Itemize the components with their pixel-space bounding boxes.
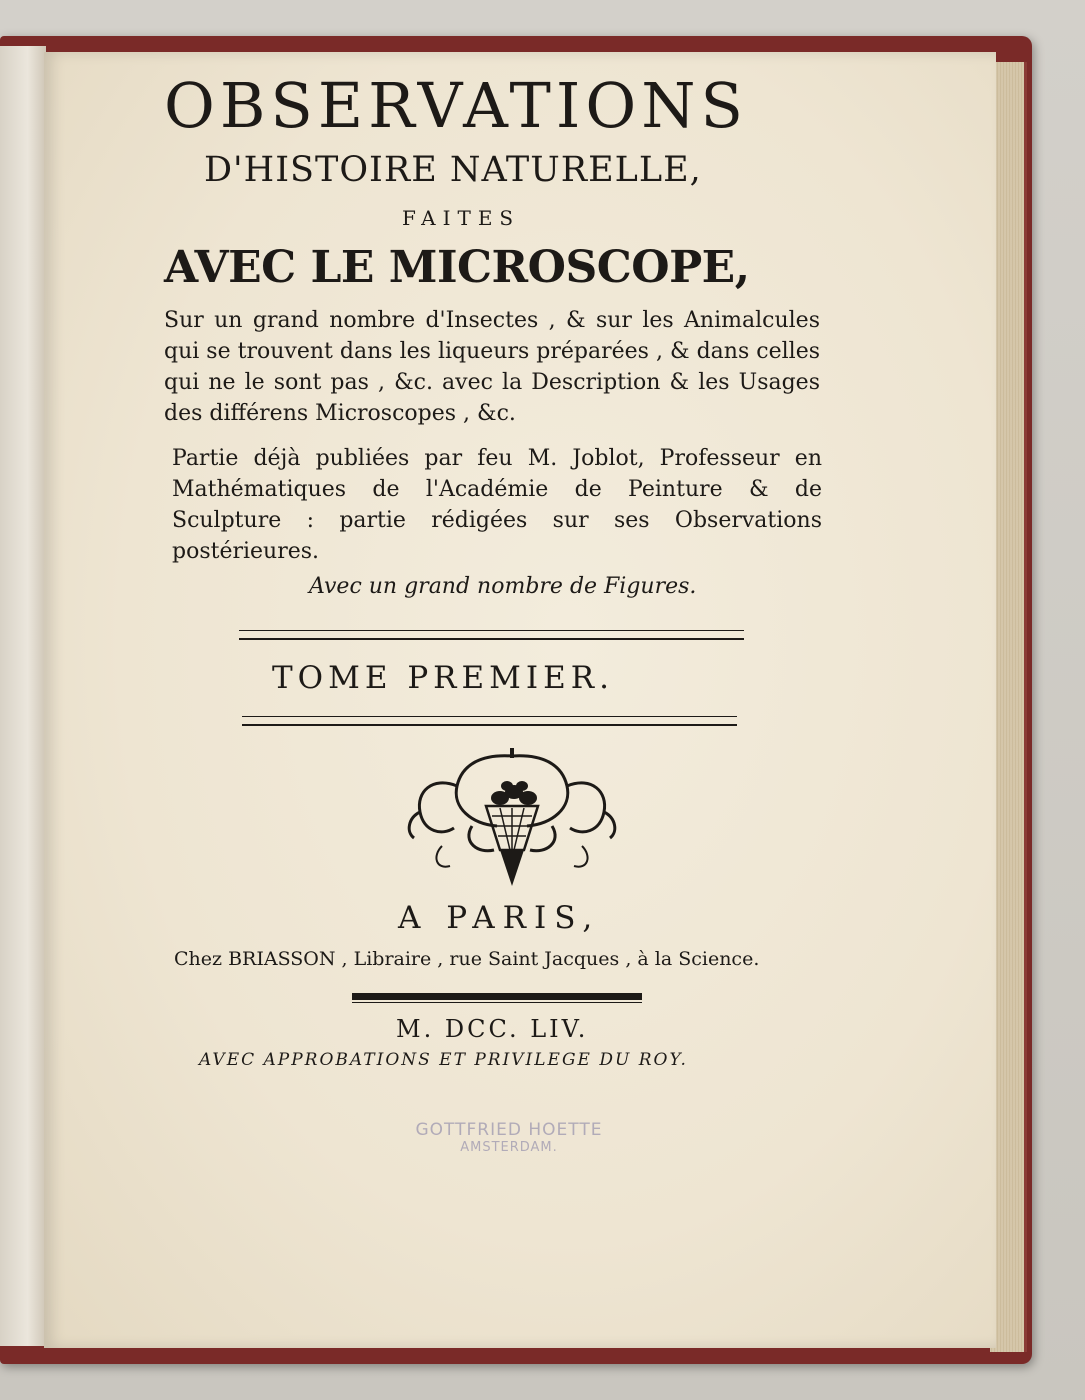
left-page [0,46,46,1346]
title-page-text [44,0,996,1296]
stamp-line-1: GOTTFRIED HOETTE [415,1120,603,1140]
figures-note: Avec un grand nombre de Figures. [309,574,697,599]
publisher-line: Chez BRIASSON , Libraire , rue Saint Jacques , à la Science. [174,948,760,970]
description-paragraph: Sur un grand nombre d'Insectes , & sur les Animalcules qui se trouvent dans les liqueurs préparées , & dans celles qui ne le sont pas , &c. avec la Description & les Usages des différens Microscopes , &c. [164,308,820,426]
privilege-line: AVEC APPROBATIONS ET PRIVILEGE DU ROY. [199,1050,688,1070]
author-paragraph: Partie déjà publiées par feu M. Joblot, Professeur en Mathématiques de l'Académie de Peinture & de Sculpture : partie rédigées sur ses Observations postérieures. [172,446,822,564]
thick-rule [352,993,642,1000]
faites-line: FAITES [402,206,521,230]
double-rule-top [239,630,744,640]
basket-ornament-icon [402,746,622,892]
book-title: OBSERVATIONS [164,69,748,142]
stamp-line-2: AMSTERDAM. [460,1140,558,1155]
library-stamp [384,1120,634,1155]
double-rule-bottom [242,716,737,726]
city-line: A PARIS, [398,900,601,936]
microscope-line: AVEC LE MICROSCOPE, [164,242,750,293]
publication-date: M. DCC. LIV. [396,1015,589,1043]
volume-label: TOME PREMIER. [272,660,614,696]
thin-rule [352,1002,642,1003]
book-subtitle: D'HISTOIRE NATURELLE, [204,150,702,190]
